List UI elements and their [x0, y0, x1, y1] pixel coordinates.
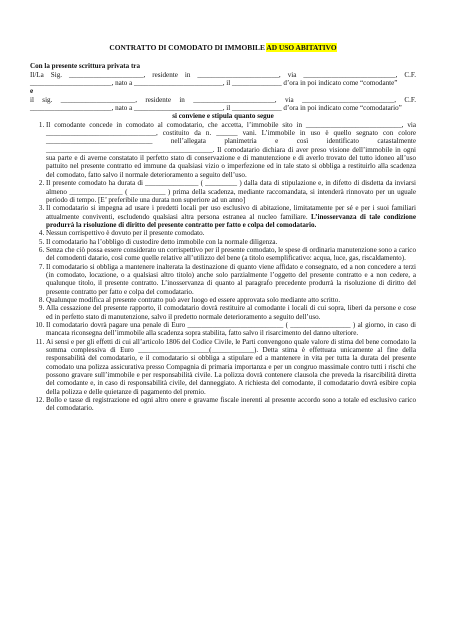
intro-heading: Con la presente scrittura privata tra — [30, 62, 140, 71]
clause-9: 9. Alla cessazione del presente rapporto, il comodatario dovrà restituire al comodante i locali di cui sopra, liberi da persone e cose ed in perfetto stato di manutenzione, salvo il predetto normale deterioramento a seguito dell’uso. — [46, 304, 416, 321]
clause-list — [30, 121, 416, 413]
clause-12: 12. Bollo e tasse di registrazione ed ogni altro onere e gravame fiscale inerenti al presente accordo sono a totale ed esclusivo carico del comodatario. — [46, 396, 416, 413]
clause-10: 10. Il comodatario dovrà pagare una penale di Euro ___________________________ ( _________________ ) al giorno, in caso di mancata riconsegna dell’immobile alla scadenza sopra stabilita, fatto salvo il risarcimento del danno ulteriore. — [46, 321, 416, 338]
party1-paragraph: Il/La Sig. _____________________, residente in _______________________, via __________________________, C.F. _______________________, nato a _________________________, il ______________ d’ora in poi indicato come “comodante” — [30, 70, 416, 88]
clause-2: 2. Il presente comodato ha durata di _______________ ( _________ ) dalla data di stipulazione e, in difetto di disdetta da inviarsi almeno _______________ ( __________ ) prima della scadenza, mediante raccomandata, si intenderà rinnovato per un uguale periodo di tempo. [E’ preferibile una durata non superiore ad un anno] — [46, 179, 416, 204]
clause-7: 7. Il comodatario si obbliga a mantenere inalterata la destinazione di quanto viene affidato e consegnato, ed a non concedere a terzi (in comodato, locazione, o a qualsiasi altro titolo) anche solo parzialmente l’oggetto del presente contratto e a non cedere, a qualunque titolo, il presente contratto. L’inosservanza di quanto al paragrafo precedente produrrà la risoluzione di diritto del presente contratto per fatto e colpa del comodatario. — [46, 263, 416, 296]
clause-3: 3. Il comodatario si impegna ad usare i predetti locali per uso esclusivo di abitazione, limitatamente per sé e per i suoi familiari attualmente conviventi, escludendo qualsiasi altra persona estranea al nucleo familiare. L’inosservanza di tale condizione produrrà la risoluzione di diritto del presente contratto per fatto e colpa del comodatario. — [46, 204, 416, 229]
clause-6: 6. Senza che ciò possa essere considerato un corrispettivo per il presente comodato, le spese di ordinaria manutenzione sono a carico del comodenti datario, così come quelle relative all’utilizzo del bene (a titolo esemplificativo: acqua, luce, gas, riscaldamento). — [46, 246, 416, 263]
clause-5: 5. Il comodatario ha l’obbligo di custodire detto immobile con la normale diligenza. — [46, 238, 416, 246]
clause-11: 11. Ai sensi e per gli effetti di cui all’articolo 1806 del Codice Civile, le Parti convengono quale valore di stima del bene comodato la somma complessiva di Euro ____________________(____________). Detta stima è effettuata unicamente al fine della responsabilità del comodatario, e il comodatario si obbliga a stipulare ed a mantenere in vita per tutta la durata del presente comodato una polizza assicurativa presso Compagnia di primaria importanza e per un congruo massimale contro tutti i rischi che possono gravare sull’immobile e per responsabilità civile. La polizza dovrà contenere clausola che preveda la risarcibilità diretta del comodante e, in caso di responsabilità civile, del danneggiato. A richiesta del comodante, il comodatario dovrà esibire copia della polizza e delle quietanze di pagamento del premio. — [46, 338, 416, 396]
party2-paragraph: il sig. _____________________, residente in _______________________, via __________________________, C.F. _______________________, nato a _________________________, il ______________ d’ora in poi indicato come “comodatario” — [30, 95, 416, 113]
clause-1: 1. Il comodante concede in comodato al comodatario, che accetta, l’immobile sito in ___________________________, via _______________________________, costituito da n. ______ vani. L’immobile in uso è quello segnato con colore ______________________________ nell’allegata planimetria e così identificato catastalmente _______________________________________________. Il comodatario dichiara di aver preso visione dell’immobile in ogni sua parte e di averne constatato il perfetto stato di conservazione e di manutenzione e di averlo trovato del tutto idoneo all’uso pattuito nel presente contratto ed immune da qualsiasi vizio o imperfezione ed in tale stato si obbliga a restituirlo alla scadenza del comodato, fatto salvo il normale deterioramento a seguito dell’uso. — [46, 121, 416, 179]
title-main: CONTRATTO DI COMODATO DI IMMOBILE — [109, 43, 265, 52]
agreement-heading: si conviene e stipula quanto segue — [172, 112, 274, 121]
clause-8: 8. Qualunque modifica al presente contratto può aver luogo ed essere approvata solo mediante atto scritto. — [46, 296, 416, 304]
clause-4: 4. Nessun corrispettivo è dovuto per il presente comodato. — [46, 229, 416, 237]
conjunction: e — [30, 87, 34, 96]
clause-3-bold: L’inosservanza di tale condizione produrrà la risoluzione di diritto del presente contratto per fatto e colpa del comodatario. — [46, 212, 417, 229]
document-title — [30, 44, 416, 52]
title-highlight: AD USO ABITATIVO — [266, 43, 337, 52]
